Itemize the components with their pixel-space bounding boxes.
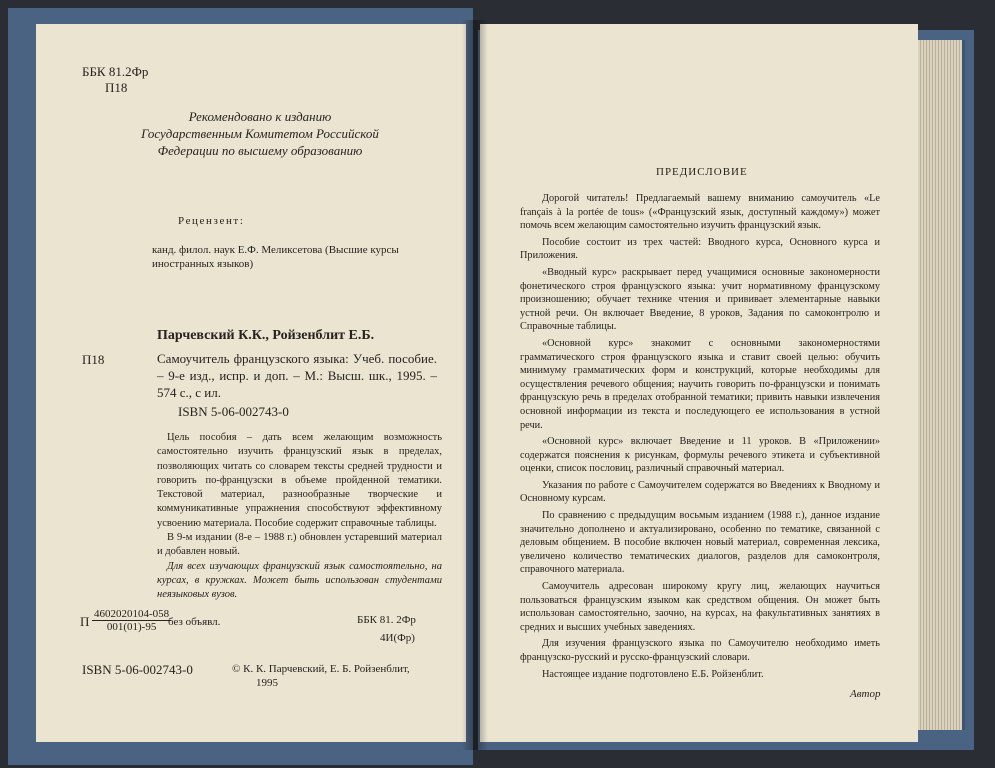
preface-paragraph: Настоящее издание подготовлено Е.Б. Ройзенблит. bbox=[542, 668, 764, 680]
audience-note: Для всех изучающих французский язык самостоятельно, на курсах, в кружках. Может быть использован студентами неязыковых вузов. bbox=[157, 560, 442, 601]
publication-index bbox=[92, 608, 171, 633]
reviewer-label: Рецензент: bbox=[178, 215, 245, 227]
copyright-line: © К. К. Парчевский, Е. Б. Ройзенблит, bbox=[232, 663, 410, 675]
author-mark: П18 bbox=[105, 80, 128, 95]
bbk-code-bottom: ББК 81. 2Фр bbox=[357, 614, 416, 626]
preface-paragraph: Самоучитель адресован широкому кругу лиц, желающих научиться пользоваться французским языком как средством общения. Он может быть использован самостоятельно, заочно, на курсах, на факультативных занятиях в средних и высших учебных заведениях. bbox=[520, 581, 880, 633]
copyright bbox=[232, 662, 410, 690]
abstract bbox=[157, 431, 442, 603]
preface-paragraph: Указания по работе с Самоучителем содержатся во Введениях к Вводному и Основному курсам. bbox=[520, 479, 880, 505]
preface-paragraph: Дорогой читатель! Предлагаемый вашему вниманию самоучитель «Le français à la portée de tous» («Французский язык, доступный каждому») может помочь всем желающим самостоятельно изучить французский язык. bbox=[520, 193, 880, 232]
copyright-year: 1995 bbox=[256, 677, 278, 689]
abstract-paragraph: Цель пособия – дать всем желающим возможность самостоятельно изучить французский язык в пределах, позволяющих читать со словарем тексты средней трудности и говорить по-французски в объеме пройденной тематики. Текстовой материал, разнообразные творческие и коммуникативные упражнения способствуют эффективному усвоению материала. Пособие содержит справочные таблицы. bbox=[157, 432, 442, 529]
preface-heading: ПРЕДИСЛОВИЕ bbox=[656, 166, 748, 178]
isbn-catalog: ISBN 5-06-002743-0 bbox=[178, 404, 289, 419]
bibliographic-description: Самоучитель французского языка: Учеб. пособие. – 9-е изд., испр. и доп. – М.: Высш. шк., 1995. – 574 с., с ил. bbox=[157, 351, 437, 400]
preface-paragraph: Для изучения французского языка по Самоучителю необходимо иметь французско-русский и русско-французский словари. bbox=[520, 638, 880, 663]
author-signature: Автор bbox=[850, 688, 881, 700]
preface-paragraph: «Основной курс» включает Введение и 11 уроков. В «Приложении» содержатся пояснения к рисункам, формулы речевого этикета и субъективной оценки, список пословиц, различный справочный материал. bbox=[520, 436, 880, 475]
preface-paragraph: «Основной курс» знакомит с основными закономерностями грамматического строя французского языка и ставит своей целью: обучить минимуму грамматических форм и конструкций, которые необходимы для осуществления речевого общения; научить говорить по-французски и понимать французскую речь в пределах отобранной тематики; привить навыки извлечения основной информации из текста и последующего ее использования в устной речи. bbox=[520, 337, 880, 431]
reviewer-text: канд. филол. наук Е.Ф. Меликсетова (Высшие курсы иностранных языков) bbox=[152, 244, 399, 270]
book-spine bbox=[462, 20, 488, 750]
authors: Парчевский К.К., Ройзенблит Е.Б. bbox=[157, 328, 375, 343]
recommendation-text: Рекомендовано к изданию Государственным Комитетом Российской Федерации по высшему образованию bbox=[141, 109, 379, 158]
index-denominator: 001(01)-95 bbox=[106, 621, 157, 633]
preface-body bbox=[520, 192, 880, 684]
preface-paragraph: По сравнению с предыдущим восьмым изданием (1988 г.), данное издание значительно дополнено и актуализировано, особенно по тематике, связанной с деловым общением. В пособие включен новый материал, современная лексика, увеличено количество тематических диалогов, разделов для самоконтроля, справочного материала. bbox=[520, 510, 880, 576]
bbk-code: ББК 81.2Фр bbox=[82, 64, 149, 79]
no-annotation: без объявл. bbox=[168, 616, 221, 628]
page-edges bbox=[918, 40, 965, 730]
subject-code: 4И(Фр) bbox=[380, 632, 415, 644]
index-numerator: 4602020104-058 bbox=[94, 608, 170, 620]
index-letter: П bbox=[80, 614, 90, 629]
catalog-code: П18 bbox=[82, 352, 105, 367]
preface-paragraph: «Вводный курс» раскрывает перед учащимися основные закономерности фонетического строя французского языка: учит нормативному французскому произношению; обучает технике чтения и прививает элементарные навыки устной речи. Он включает Введение, 8 уроков, Задания по самоконтролю и Справочные таблицы. bbox=[520, 266, 880, 333]
isbn-bottom: ISBN 5-06-002743-0 bbox=[82, 662, 193, 677]
preface-paragraph: Пособие состоит из трех частей: Вводного курса, Основного курса и Приложения. bbox=[520, 236, 880, 262]
abstract-paragraph: В 9-м издании (8-е – 1988 г.) обновлен устаревший материал и добавлен новый. bbox=[157, 532, 442, 558]
